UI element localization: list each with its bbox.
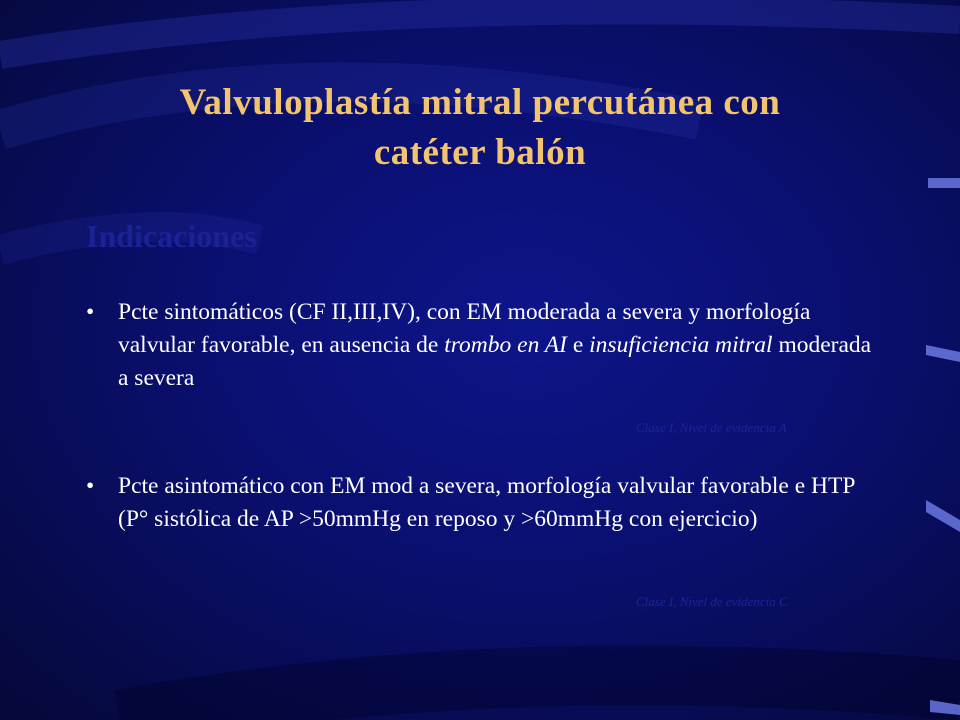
citation-2: Clase I, Nivel de evidencia C xyxy=(636,594,788,609)
bullet-1-part-2: e xyxy=(566,332,590,358)
bullet-item-2 xyxy=(86,470,886,536)
bullet-1-emphasis-1: trombo en AI xyxy=(444,332,567,358)
bullet-dot: • xyxy=(86,299,95,325)
bullet-item-1 xyxy=(86,296,886,395)
bullet-1-part-1: Pcte sintomáticos (CF II,III,IV), con EM moderada a severa y morfología valvular favorable, en ausencia de xyxy=(118,299,811,358)
bullet-1-part-3: moderada a severa xyxy=(118,332,872,391)
slide-title xyxy=(80,78,880,178)
title-line-1: Valvuloplastía mitral percutánea con xyxy=(179,82,781,123)
citation-1: Clase I, Nivel de evidencia A xyxy=(636,420,787,435)
bullet-1-emphasis-2: insuficiencia mitral xyxy=(589,332,773,358)
bullet-text-2: Pcte asintomático con EM mod a severa, morfología valvular favorable e HTP (P° sistólica de AP >50mmHg en reposo y >60mmHg con ejercicio) xyxy=(118,473,855,532)
section-heading: Indicaciones xyxy=(86,218,257,254)
bullet-text-1 xyxy=(118,296,886,395)
title-line-2: catéter balón xyxy=(373,132,587,173)
bullet-dot: • xyxy=(86,473,95,499)
